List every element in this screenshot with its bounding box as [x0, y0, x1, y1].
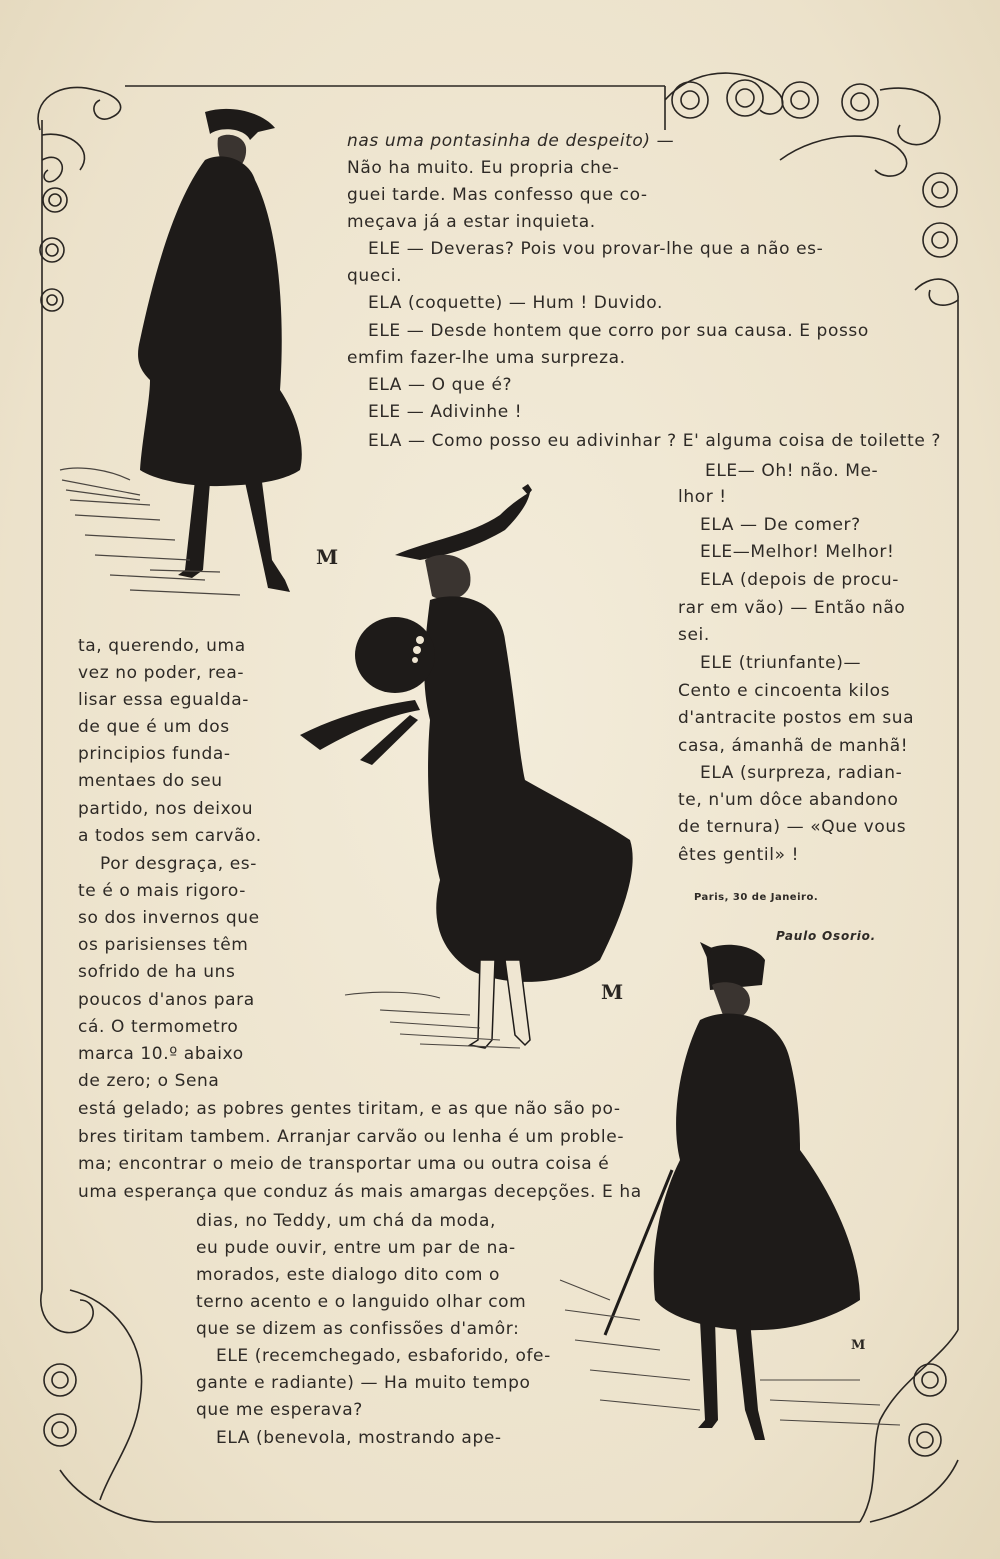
text-line: ELA — De comer?	[700, 515, 861, 535]
text-line: casa, ámanhã de manhã!	[678, 736, 909, 756]
text-line: meçava já a estar inquieta.	[347, 212, 596, 232]
text-line: êtes gentil» !	[678, 845, 799, 865]
text-line: principios funda-	[78, 744, 231, 764]
monogram-mark-small: M	[851, 1338, 866, 1353]
text-line: Por desgraça, es-	[100, 854, 257, 874]
dateline: Paris, 30 de Janeiro.	[694, 892, 819, 903]
text-line: ELE (recemchegado, esbaforido, ofe-	[216, 1346, 551, 1366]
text-line: sofrido de ha uns	[78, 962, 236, 982]
text-line: emfim fazer-lhe uma surpreza.	[347, 348, 626, 368]
text-line: morados, este dialogo dito com o	[196, 1265, 501, 1285]
text-line: de zero; o Sena	[78, 1071, 220, 1091]
text-line: uma esperança que conduz ás mais amargas decepções. E ha	[78, 1182, 642, 1202]
text-line: eu pude ouvir, entre um par de na-	[196, 1238, 516, 1258]
text-line: ELE—Melhor! Melhor!	[700, 542, 895, 562]
text-line: de que é um dos	[78, 717, 230, 737]
monogram-mark: M	[316, 545, 339, 569]
text-line: ELA — O que é?	[368, 375, 513, 395]
text-line: te é o mais rigoro-	[78, 881, 246, 901]
text-line: de ternura) — «Que vous	[678, 817, 907, 837]
text-line: ELE— Oh! não. Me-	[705, 461, 879, 481]
text-line: queci.	[347, 266, 403, 286]
text-line: cá. O termometro	[78, 1017, 239, 1037]
text-line: ELA (surpreza, radian-	[700, 763, 903, 783]
text-line: ELE — Desde hontem que corro por sua causa. E posso	[368, 321, 869, 341]
woman-muff-silhouette-icon	[300, 484, 633, 1048]
text-line: os parisienses têm	[78, 935, 249, 955]
text-line: está gelado; as pobres gentes tiritam, e as que não são po-	[78, 1099, 621, 1119]
author-signature: Paulo Osorio.	[776, 929, 877, 943]
woman-cape-silhouette-icon	[138, 109, 302, 592]
text-line: ta, querendo, uma	[78, 636, 246, 656]
text-line: ma; encontrar o meio de transportar uma ou outra coisa é	[78, 1154, 610, 1174]
text-line: partido, nos deixou	[78, 799, 254, 819]
text-line: rar em vão) — Então não	[678, 598, 906, 618]
text-line: d'antracite postos em sua	[678, 708, 915, 728]
text-line: ELE — Adivinhe !	[368, 402, 523, 422]
text-line: mentaes do seu	[78, 771, 223, 791]
text-line: guei tarde. Mas confesso que co-	[347, 185, 648, 205]
text-line: te, n'um dôce abandono	[678, 790, 899, 810]
text-line: lisar essa egualda-	[78, 690, 250, 710]
text-line: terno acento e o languido olhar com	[196, 1292, 527, 1312]
snow-ground-sketch	[60, 468, 240, 595]
text-line: que se dizem as confissões d'amôr:	[196, 1319, 520, 1339]
text-line: lhor !	[678, 487, 727, 507]
text-line: marca 10.º abaixo	[78, 1044, 244, 1064]
text-line: ELA (benevola, mostrando ape-	[216, 1428, 502, 1448]
text-line: poucos d'anos para	[78, 990, 255, 1010]
text-line: que me esperava?	[196, 1400, 363, 1420]
text-line: ELE — Deveras? Pois vou provar-lhe que a não es-	[368, 239, 824, 259]
text-line: so dos invernos que	[78, 908, 260, 928]
text-line: ELA — Como posso eu adivinhar ? E' alguma coisa de toilette ?	[368, 431, 942, 451]
woman-umbrella-silhouette-icon	[654, 942, 860, 1440]
text-line: ELE (triunfante)—	[700, 653, 862, 673]
text-line: ELA (coquette) — Hum ! Duvido.	[368, 293, 663, 313]
text-line: Cento e cincoenta kilos	[678, 681, 891, 701]
text-line: nas uma pontasinha de despeito) —	[347, 131, 675, 151]
text-line: sei.	[678, 625, 710, 645]
text-line: Não ha muito. Eu propria che-	[347, 158, 620, 178]
monogram-mark: M	[601, 980, 624, 1004]
text-line: a todos sem carvão.	[78, 826, 262, 846]
text-line: vez no poder, rea-	[78, 663, 245, 683]
text-line: dias, no Teddy, um chá da moda,	[196, 1211, 497, 1231]
text-line: bres tiritam tambem. Arranjar carvão ou lenha é um proble-	[78, 1127, 625, 1147]
text-line: gante e radiante) — Ha muito tempo	[196, 1373, 531, 1393]
text-line: ELA (depois de procu-	[700, 570, 900, 590]
